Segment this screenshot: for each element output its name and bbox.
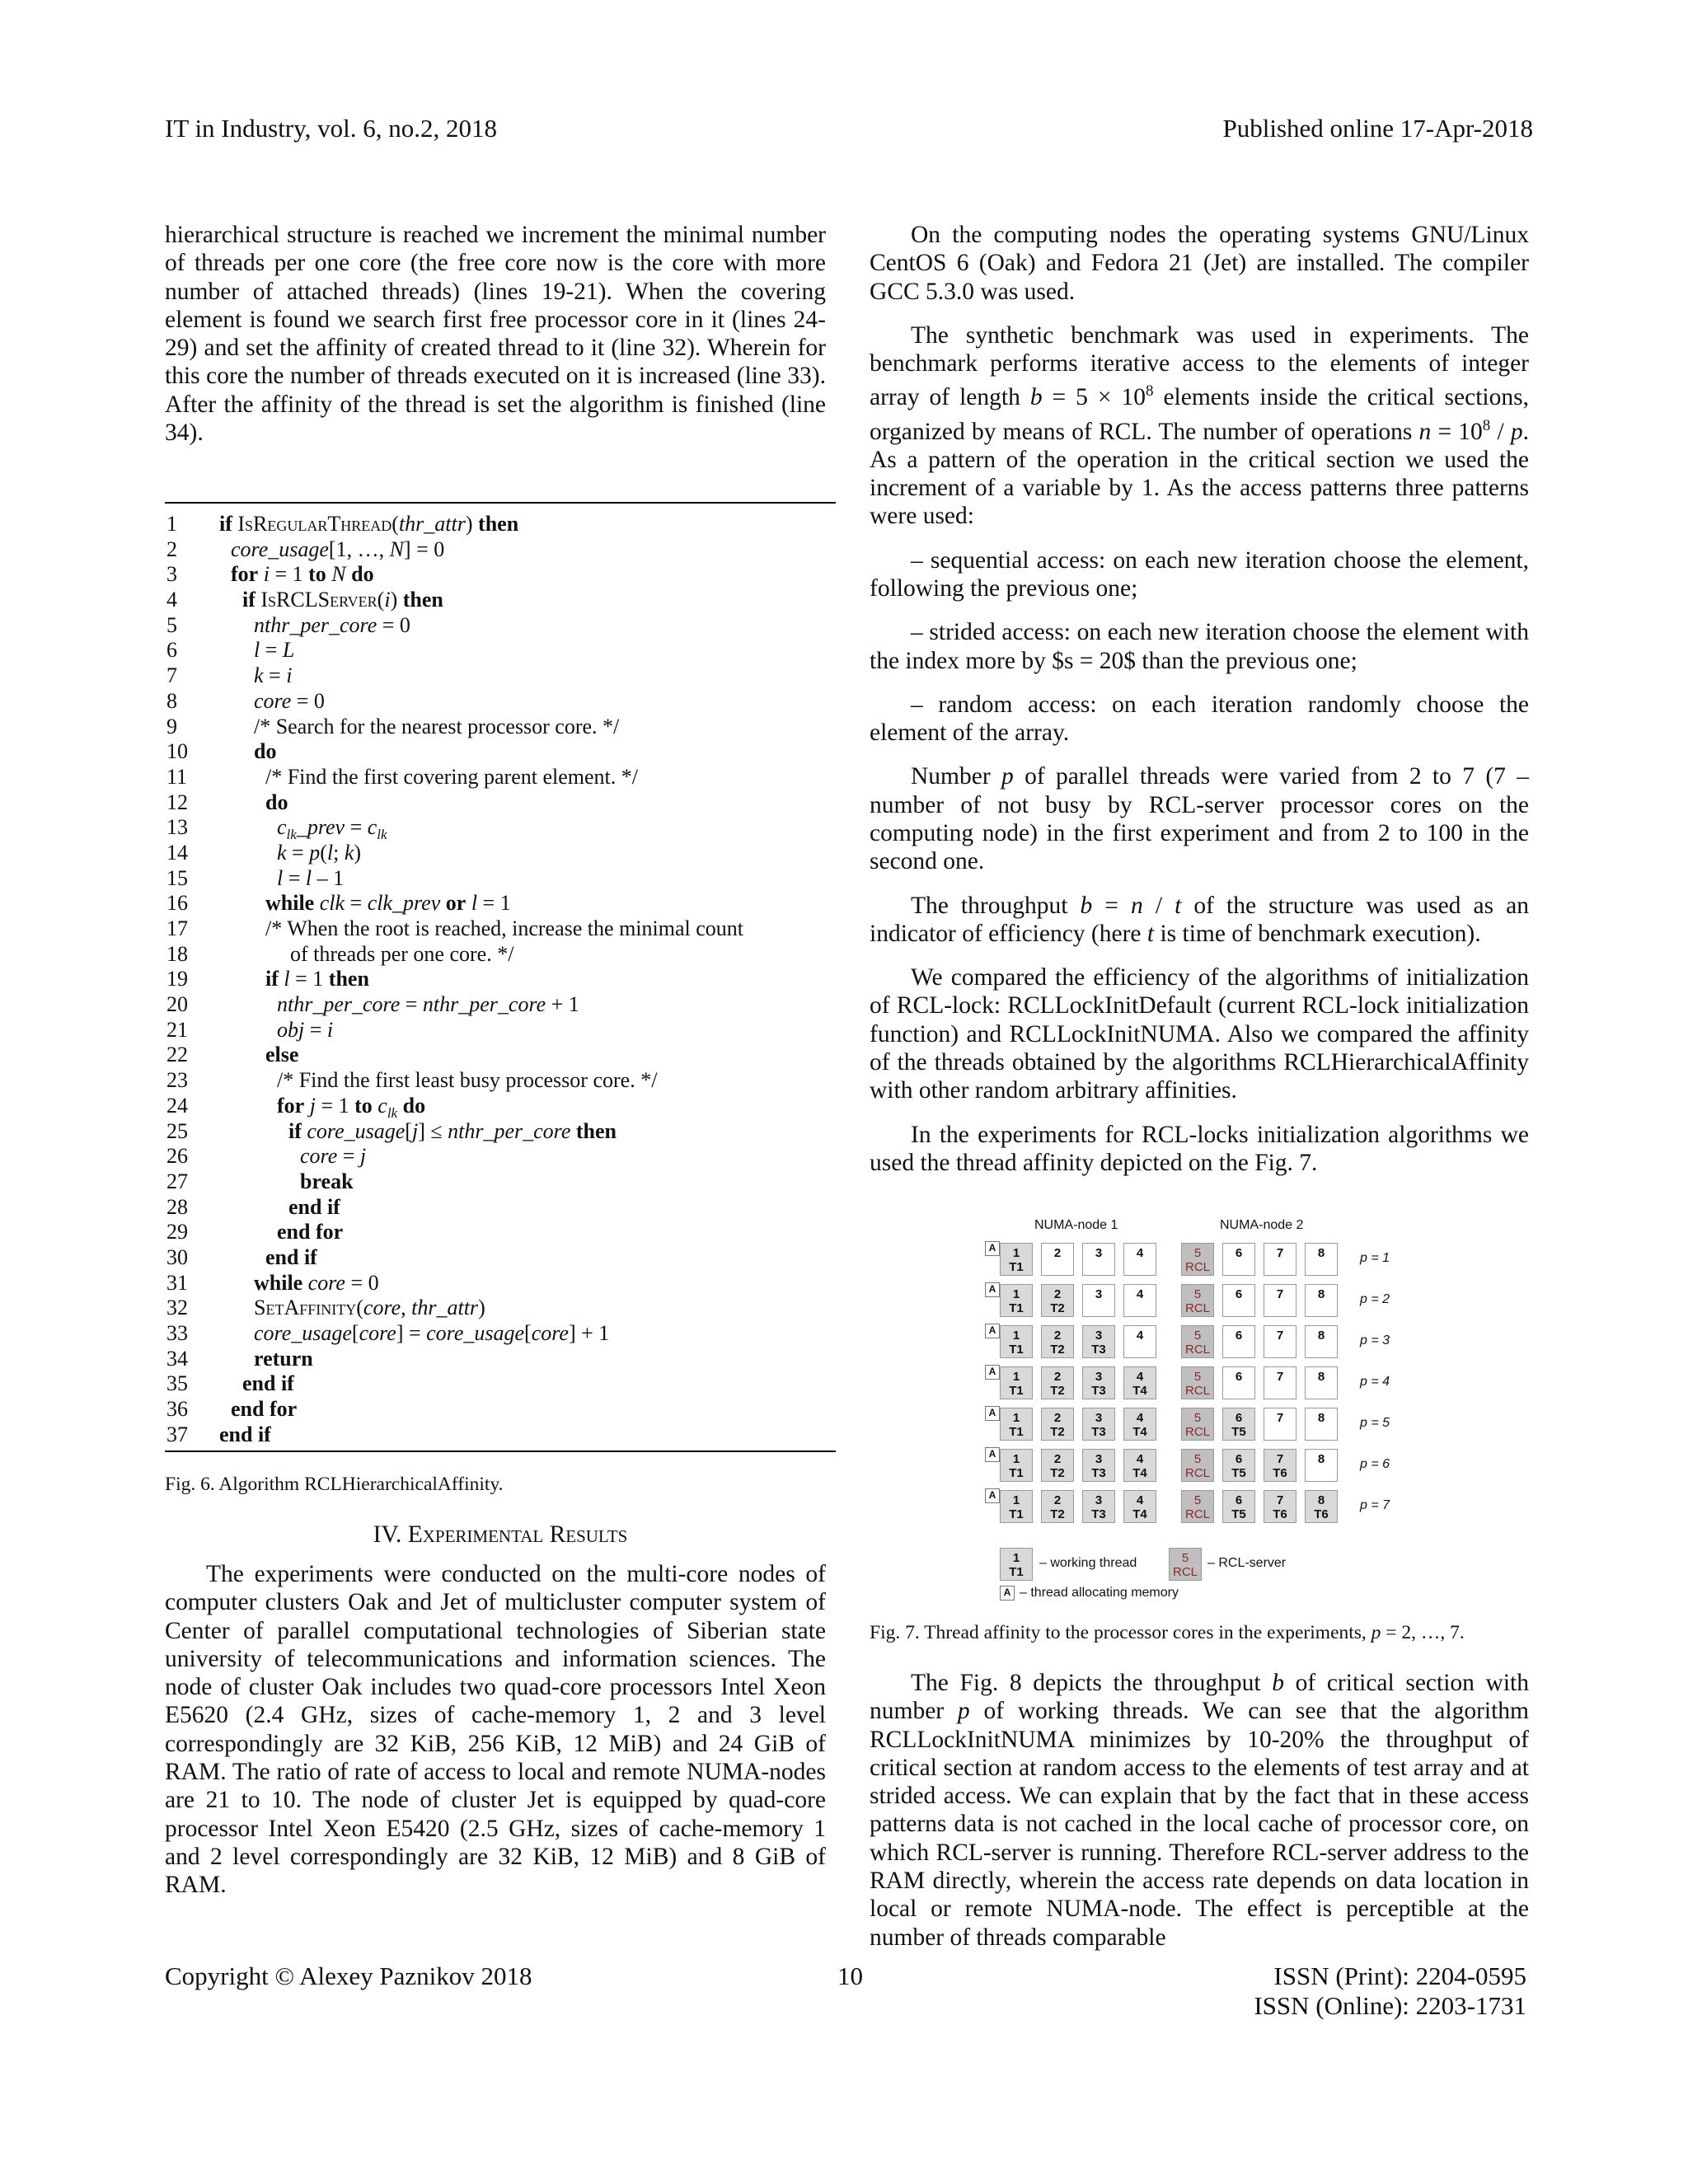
core-cell: 1 T1 [1000,1449,1033,1482]
line-number: 2 [166,537,177,561]
line-number: 31 [166,1270,188,1295]
core-cell: 7 T6 [1264,1449,1296,1482]
core-cell: 2 T2 [1041,1408,1074,1441]
core-cell: 1 T1 [1000,1490,1033,1523]
algo-line: 4 if IsRCLServer(i) then [166,588,443,612]
paragraph: The experiments were conducted on the multi-core nodes of computer clusters Oak and Jet of multicluster computer system of Center of parallel computational technologies of Siberian state university of telecommunications and information sciences. The node of cluster Oak includes two quad-core processors Intel Xeon E5620 (2.4 GHz, sizes of cache-memory 1, 2 and 3 level correspondingly are 32 KiB, 256 KiB, 12 MiB) and 24 GiB of RAM. The ratio of rate of access to local and remote NUMA-nodes are 21 to 10. The node of cluster Jet is equipped by quad-core processor Intel Xeon E5420 (2.5 GHz, sizes of cache-memory 1 and 2 level correspondingly are 32 KiB, 12 MiB) and 8 GiB of RAM. [165,1561,826,1899]
line-number: 16 [166,891,188,916]
core-cell: 8 [1305,1284,1338,1317]
algo-line: 14 k = p(l; k) [166,840,362,865]
core-cell: 4 [1123,1325,1156,1358]
line-number: 20 [166,992,188,1017]
algo-line: 5 nthr_per_core = 0 [166,612,410,637]
core-cell: 8 [1305,1408,1338,1441]
core-cell: 8 [1305,1449,1338,1482]
footer-copyright: Copyright © Alexey Paznikov 2018 [165,1961,532,1990]
algo-line: 7 k = i [166,663,293,688]
line-number: 5 [166,612,177,637]
algo-line: 31 while core = 0 [166,1270,379,1295]
core-cell: 7 [1264,1284,1296,1317]
line-number: 18 [166,941,188,966]
core-cell: 8 [1305,1243,1338,1276]
line-number: 11 [166,764,188,789]
footer-page-number: 10 [837,1961,863,1990]
thread-count-label: p = 4 [1360,1375,1390,1389]
core-cell: 7 [1264,1325,1296,1358]
core-cell: 2 T2 [1041,1449,1074,1482]
legend-a-key: A [1000,1586,1015,1601]
line-number: 21 [166,1017,188,1042]
algo-line: 28 end if [166,1194,340,1219]
fig7-diagram [985,1218,1414,1614]
memory-allocator-key: A [985,1324,1000,1338]
core-cell: 2 [1041,1243,1074,1276]
footer-issn: ISSN (Print): 2204-0595 ISSN (Online): 2203-1731 [1254,1961,1526,2020]
line-number: 25 [166,1118,188,1143]
algo-line: 13 $c_{lk}\_prev = c_{lk}$ [166,815,387,843]
legend-allocating-memory: – thread allocating memory [1020,1586,1179,1600]
algo-line: 10 do [166,739,277,764]
line-number: 27 [166,1169,188,1193]
line-number: 7 [166,663,177,688]
core-cell: 1 T1 [1000,1408,1033,1441]
running-header-left: IT in Industry, vol. 6, no.2, 2018 [165,114,497,143]
algo-line: 1 if IsRegularThread(thr_attr) then [166,512,519,536]
core-cell: 1 T1 [1000,1243,1033,1276]
core-cell: 3 T3 [1082,1325,1115,1358]
thread-count-label: p = 6 [1360,1457,1390,1471]
algo-line: 18 of threads per one core. */ [166,941,514,966]
paragraph: – random access: on each iteration randomly choose the element of the array. [870,691,1529,747]
thread-count-label: p = 3 [1360,1333,1390,1347]
core-cell: 4 [1123,1243,1156,1276]
thread-count-label: p = 1 [1360,1251,1390,1265]
numa-node-1-label: NUMA-node 1 [1034,1218,1118,1232]
core-cell: 7 [1264,1243,1296,1276]
algo-line: 9 /* Search for the nearest processor core. */ [166,714,620,738]
line-number: 33 [166,1321,188,1345]
line-number: 32 [166,1296,188,1320]
numa-node-2-label: NUMA-node 2 [1220,1218,1304,1232]
line-number: 3 [166,562,177,587]
algo-line: 6 l = L [166,638,295,663]
line-number: 23 [166,1068,188,1093]
line-number: 22 [166,1043,188,1067]
algo-line: 21 obj = i [166,1017,334,1042]
rcl-core-cell: 5 RCL [1181,1490,1214,1523]
legend-rcl-swatch: 5 RCL [1169,1548,1202,1581]
algo-line: 33 core_usage[core] = core_usage[core] + 1 [166,1321,610,1345]
legend-working-thread: – working thread [1039,1556,1137,1570]
algo-line: 22 else [166,1043,299,1067]
core-cell: 6 [1222,1284,1255,1317]
rcl-core-cell: 5 RCL [1181,1408,1214,1441]
line-number: 9 [166,714,177,738]
fig7-caption: Fig. 7. Thread affinity to the processor cores in the experiments, p = 2, …, 7. [870,1622,1465,1643]
paragraph: – strided access: on each new iteration choose the element with the index more by $s = 20$ than the previous one; [870,619,1529,674]
core-cell: 6 [1222,1325,1255,1358]
line-number: 1 [166,512,177,536]
paragraph: The Fig. 8 depicts the throughput b of critical section with number p of working threads. We can see that the algorithm RCLLockInitNUMA minimizes by 10-20% the throughput of critical section at random access to the elements of test array and at strided access. We can explain that by the fact that in these access patterns data is not cached in the local cache of processor core, on which RCL-server is running. Therefore RCL-server address to the RAM directly, wherein the access rate depends on data location in local or remote NUMA-node. The effect is perceptible at the number of threads comparable [870,1670,1530,1951]
algo-line: 23 /* Find the first least busy processor core. */ [166,1068,658,1093]
algo-line: 34 return [166,1346,313,1371]
paragraph: hierarchical structure is reached we increment the minimal number of threads per one core (the free core now is the core with more number of attached threads) (lines 19-21). When the covering element is found we search first free processor core in it (lines 24-29) and set the affinity of created thread to it (line 32). Wherein for this core the number of threads executed on it is increased (line 33). After the affinity of the thread is set the algorithm is finished (line 34). [165,222,826,447]
memory-allocator-key: A [985,1365,1000,1380]
paragraph: The synthetic benchmark was used in experiments. The benchmark performs iterative access to the elements of integer array of length $b = 5 \times 10^8$ elements inside the critical sections, organized by means of RCL. The number of operations $n = 10^8 / p$. As a pattern of the operation in the critical section we used the increment of a variable by 1. As the access patterns three patterns were used: [870,321,1529,530]
core-cell: 1 T1 [1000,1325,1033,1358]
memory-allocator-key: A [985,1488,1000,1503]
core-cell: 6 [1222,1243,1255,1276]
algo-line: 11 /* Find the first covering parent element. */ [166,764,638,789]
core-cell: 4 T4 [1123,1449,1156,1482]
core-cell: 2 T2 [1041,1284,1074,1317]
line-number: 34 [166,1346,188,1371]
paragraph: Number p of parallel threads were varied from 2 to 7 (7 – number of not busy by RCL-server processor cores on the computing node) in the first experiment and from 2 to 100 in the second one. [870,763,1530,875]
line-number: 29 [166,1220,188,1244]
core-cell: 4 [1123,1284,1156,1317]
line-number: 12 [166,790,188,814]
algo-line: 20 nthr_per_core = nthr_per_core + 1 [166,992,579,1017]
algo-line: 15 l = l – 1 [166,865,345,890]
algo-line: 27 break [166,1169,354,1193]
core-cell: 6 T5 [1222,1449,1255,1482]
memory-allocator-key: A [985,1241,1000,1256]
line-number: 15 [166,865,188,890]
core-cell: 7 [1264,1366,1296,1399]
paragraph: In the experiments for RCL-locks initialization algorithms we used the thread affinity depicted on the Fig. 7. [870,1121,1529,1176]
section-title: IV. Experimental Results [373,1521,628,1548]
algo-line: 8 core = 0 [166,688,325,713]
line-number: 36 [166,1397,188,1422]
memory-allocator-key: A [985,1447,1000,1462]
algorithm-listing [165,502,836,1452]
core-cell: 4 T4 [1123,1408,1156,1441]
left-column-top [165,221,826,447]
core-cell: 6 T5 [1222,1490,1255,1523]
core-cell: 4 T4 [1123,1490,1156,1523]
legend-working-thread-swatch: 1 T1 [1000,1548,1033,1581]
right-column-top [870,221,1529,1177]
algo-line: 35 end if [166,1371,294,1396]
algo-line: 24 for j = 1 to $c_{lk}$ do [166,1093,426,1121]
thread-count-label: p = 2 [1360,1292,1390,1306]
legend-rcl-server: – RCL-server [1207,1556,1287,1570]
memory-allocator-key: A [985,1406,1000,1421]
algo-line: 17 /* When the root is reached, increase the minimal count [166,916,743,940]
core-cell: 3 [1082,1284,1115,1317]
algo-line: 16 while clk = clk_prev or l = 1 [166,891,511,916]
paragraph: On the computing nodes the operating systems GNU/Linux CentOS 6 (Oak) and Fedora 21 (Jet) are installed. The compiler GCC 5.3.0 was used. [870,222,1529,305]
core-cell: 3 T3 [1082,1449,1115,1482]
core-cell: 2 T2 [1041,1325,1074,1358]
core-cell: 2 T2 [1041,1366,1074,1399]
algo-line: 36 end for [166,1397,298,1422]
algo-line: 32 SetAffinity(core, thr_attr) [166,1296,485,1320]
paragraph: – sequential access: on each new iteration choose the element, following the previous one; [870,546,1529,602]
core-cell: 7 [1264,1408,1296,1441]
line-number: 6 [166,638,177,663]
line-number: 30 [166,1244,188,1269]
core-cell: 3 T3 [1082,1490,1115,1523]
core-cell: 8 [1305,1325,1338,1358]
core-cell: 8 [1305,1366,1338,1399]
core-cell: 2 T2 [1041,1490,1074,1523]
left-column-bottom [165,1560,826,1900]
paragraph: The throughput b = n / t of the structure was used as an indicator of efficiency (here t is time of benchmark execution). [870,892,1529,947]
rcl-core-cell: 5 RCL [1181,1449,1214,1482]
algo-line: 37 end if [166,1422,271,1446]
line-number: 13 [166,815,188,840]
algo-line: 30 end if [166,1244,317,1269]
core-cell: 7 T6 [1264,1490,1296,1523]
algo-line: 12 do [166,790,288,814]
core-cell: 6 T5 [1222,1408,1255,1441]
rcl-core-cell: 5 RCL [1181,1243,1214,1276]
line-number: 19 [166,967,188,991]
thread-count-label: p = 7 [1360,1498,1390,1512]
rcl-core-cell: 5 RCL [1181,1284,1214,1317]
core-cell: 8 T6 [1305,1490,1338,1523]
algo-line: 26 core = j [166,1144,367,1169]
paragraph: We compared the efficiency of the algorithms of initialization of RCL-lock: RCLLockInitDefault (current RCL-lock initialization function) and RCLLockInitNUMA. Also we compared the affinity of the threads obtained by the algorithms RCLHierarchicalAffinity with other random arbitrary affinities. [870,964,1529,1104]
core-cell: 3 T3 [1082,1408,1115,1441]
algo-line: 3 for i = 1 to N do [166,562,374,587]
thread-count-label: p = 5 [1360,1416,1390,1430]
line-number: 4 [166,588,177,612]
core-cell: 6 [1222,1366,1255,1399]
core-cell: 3 [1082,1243,1115,1276]
line-number: 35 [166,1371,188,1396]
fig6-caption: Fig. 6. Algorithm RCLHierarchicalAffinity. [165,1474,504,1495]
core-cell: 1 T1 [1000,1366,1033,1399]
line-number: 8 [166,688,177,713]
memory-allocator-key: A [985,1282,1000,1297]
rcl-core-cell: 5 RCL [1181,1366,1214,1399]
algo-line: 2 core_usage[1, …, N] = 0 [166,537,445,561]
line-number: 24 [166,1093,188,1118]
rcl-core-cell: 5 RCL [1181,1325,1214,1358]
core-cell: 4 T4 [1123,1366,1156,1399]
algo-line: 19 if l = 1 then [166,967,369,991]
core-cell: 1 T1 [1000,1284,1033,1317]
line-number: 26 [166,1144,188,1169]
line-number: 37 [166,1422,188,1446]
line-number: 17 [166,916,188,940]
line-number: 14 [166,840,188,865]
running-header-right: Published online 17-Apr-2018 [1222,114,1533,143]
algo-line: 25 if core_usage[j] ≤ nthr_per_core then [166,1118,617,1143]
core-cell: 3 T3 [1082,1366,1115,1399]
line-number: 10 [166,739,188,764]
line-number: 28 [166,1194,188,1219]
right-column-bottom [870,1669,1529,1952]
algo-line: 29 end for [166,1220,344,1244]
